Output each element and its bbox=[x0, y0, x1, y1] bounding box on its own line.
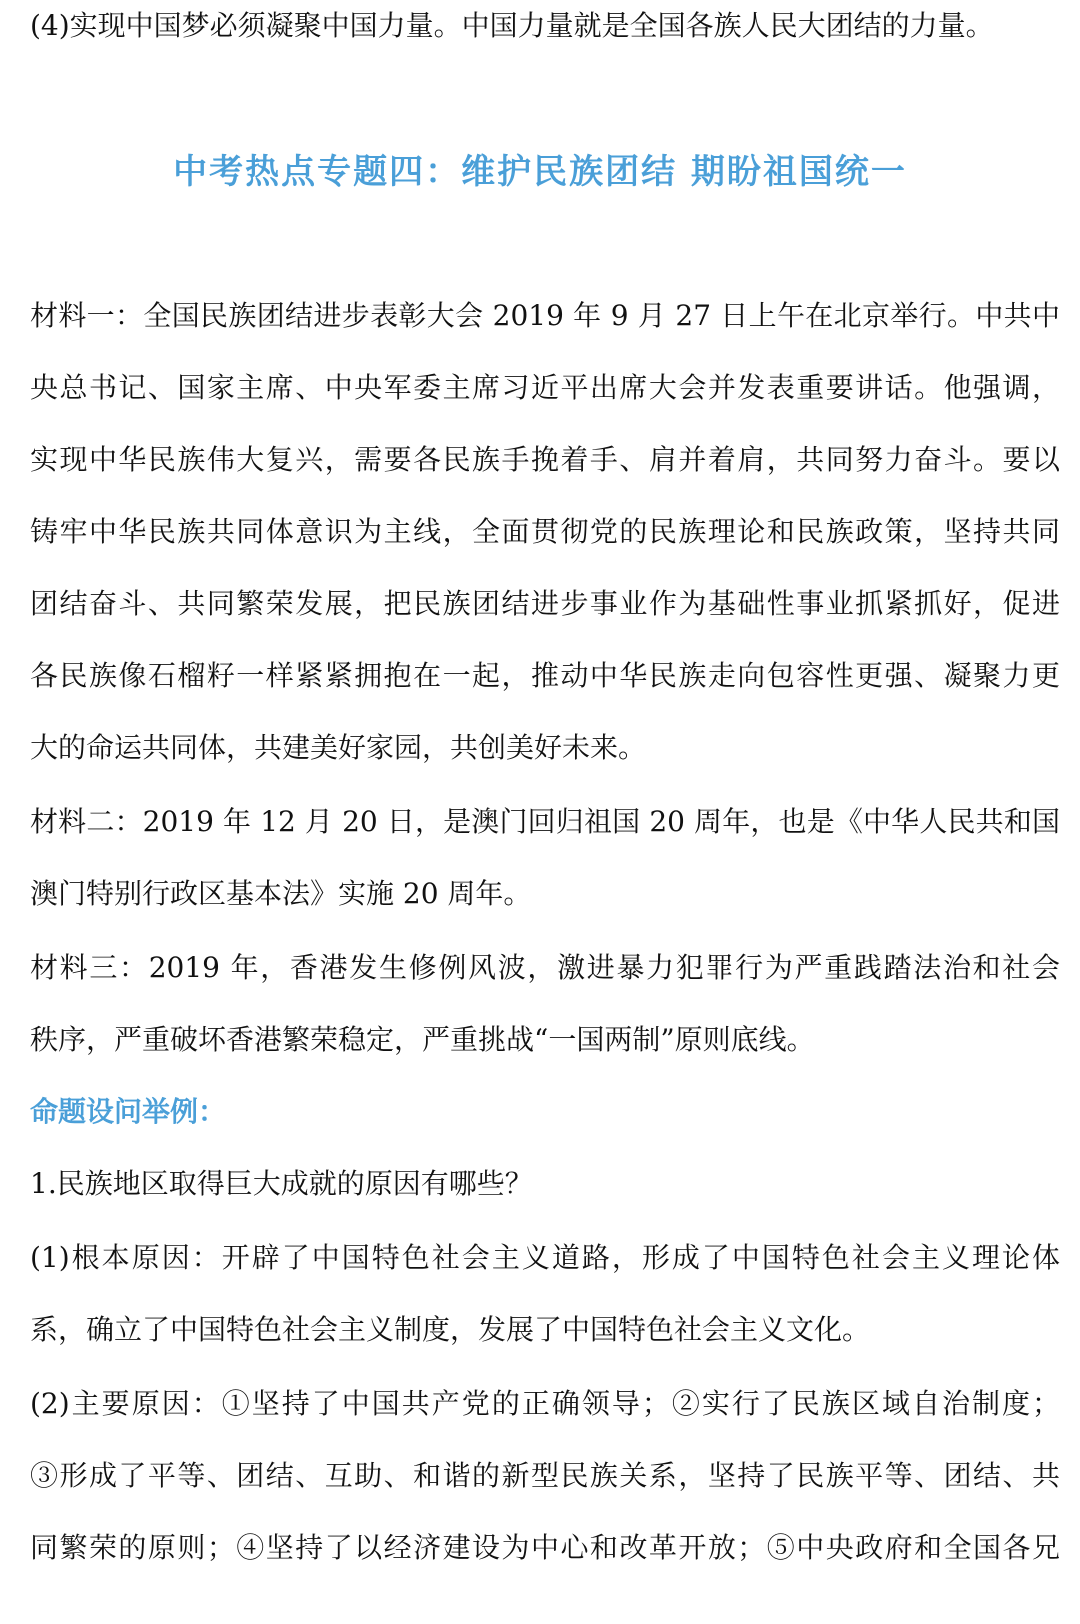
answer-line: ③形成了平等、团结、互助、和谐的新型民族关系，坚持了民族平等、团结、共 bbox=[30, 1459, 1060, 1492]
answer-line: 同繁荣的原则；④坚持了以经济建设为中心和改革开放；⑤中央政府和全国各兄 bbox=[30, 1531, 1060, 1564]
topic-title: 中考热点专题四：维护民族团结 期盼祖国统一 bbox=[173, 152, 907, 192]
material-one-line: 实现中华民族伟大复兴，需要各民族手挽着手、肩并着肩，共同努力奋斗。要以 bbox=[30, 443, 1060, 476]
question-one: 1.民族地区取得巨大成就的原因有哪些？ bbox=[30, 1167, 533, 1200]
material-one-line: 材料一：全国民族团结进步表彰大会 2019 年 9 月 27 日上午在北京举行。中共中 bbox=[30, 299, 1060, 332]
material-one-line: 团结奋斗、共同繁荣发展，把民族团结进步事业作为基础性事业抓紧抓好，促进 bbox=[30, 587, 1060, 620]
material-two-line: 材料二：2019 年 12 月 20 日，是澳门回归祖国 20 周年，也是《中华人民共和国 bbox=[30, 805, 1060, 838]
answer-line: 系，确立了中国特色社会主义制度，发展了中国特色社会主义文化。 bbox=[30, 1313, 871, 1346]
material-one-line: 各民族像石榴籽一样紧紧拥抱在一起，推动中华民族走向包容性更强、凝聚力更 bbox=[30, 659, 1060, 692]
material-two-line: 澳门特别行政区基本法》实施 20 周年。 bbox=[30, 877, 532, 910]
material-one-line: 大的命运共同体，共建美好家园，共创美好未来。 bbox=[30, 731, 647, 764]
material-one-line: 央总书记、国家主席、中央军委主席习近平出席大会并发表重要讲话。他强调， bbox=[30, 371, 1060, 404]
material-one-line: 铸牢中华民族共同体意识为主线，全面贯彻党的民族理论和民族政策，坚持共同 bbox=[30, 515, 1060, 548]
example-questions-heading: 命题设问举例： bbox=[30, 1095, 227, 1128]
material-three-line: 秩序，严重破坏香港繁荣稳定，严重挑战“一国两制”原则底线。 bbox=[30, 1023, 815, 1056]
previous-answer-item: (4)实现中国梦必须凝聚中国力量。中国力量就是全国各族人民大团结的力量。 bbox=[30, 9, 994, 42]
answer-line: (1)根本原因：开辟了中国特色社会主义道路，形成了中国特色社会主义理论体 bbox=[30, 1241, 1060, 1274]
answer-line: (2)主要原因：①坚持了中国共产党的正确领导；②实行了民族区域自治制度； bbox=[30, 1387, 1060, 1420]
material-three-line: 材料三：2019 年，香港发生修例风波，激进暴力犯罪行为严重践踏法治和社会 bbox=[30, 951, 1060, 984]
